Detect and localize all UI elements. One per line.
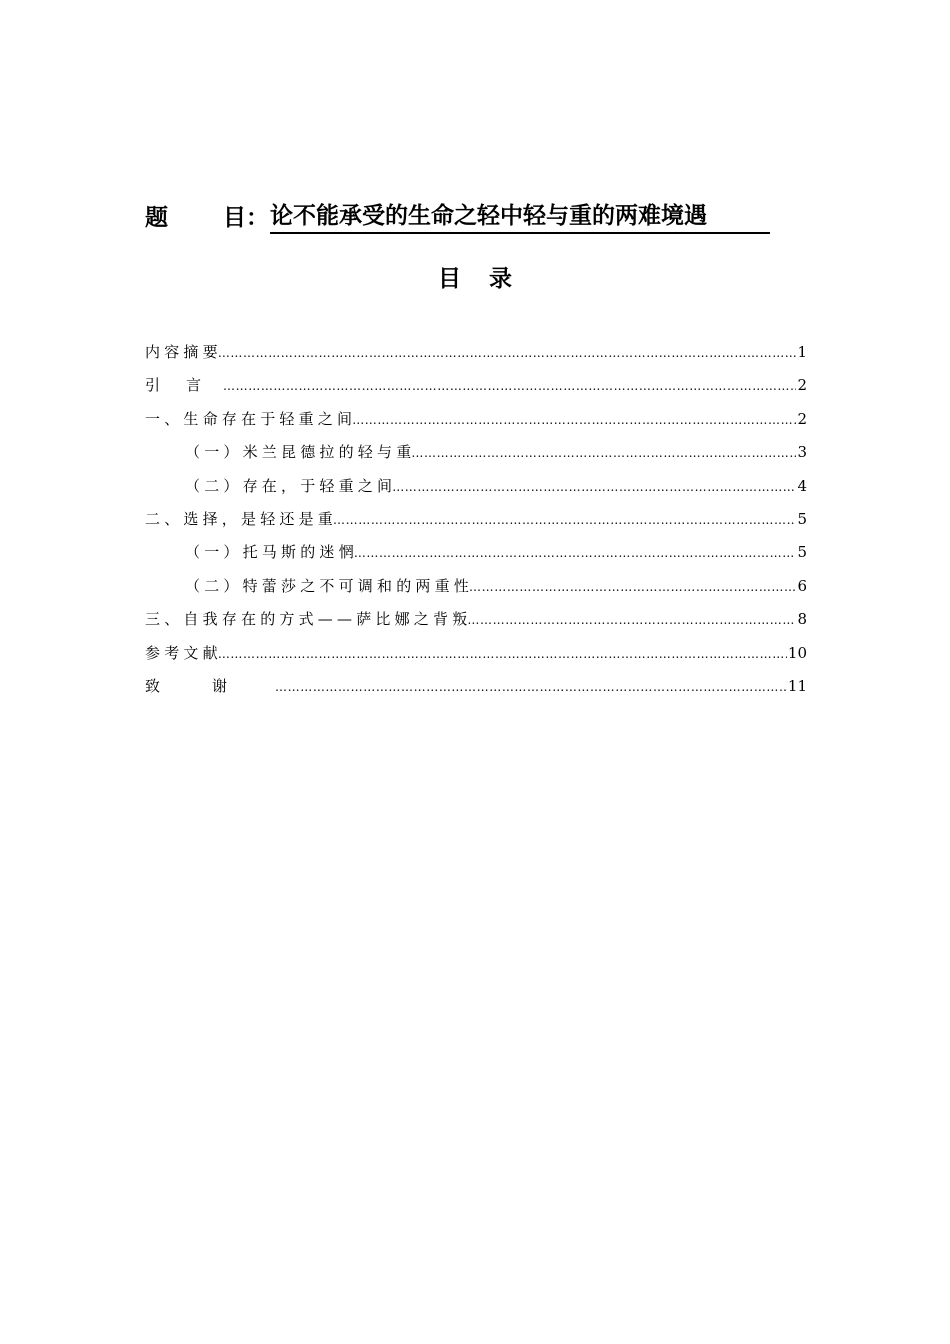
toc-entry-text: （一）米兰昆德拉的轻与重 [185, 443, 416, 462]
toc-entry-text: 三、自我存在的方式——萨比娜之背叛 [145, 610, 472, 629]
title-label-char-2: 目 [223, 205, 246, 231]
dot-leader [469, 571, 796, 603]
dot-leader [352, 404, 796, 436]
dot-leader [354, 537, 797, 569]
table-of-contents [145, 336, 807, 703]
toc-entry-text: 内容摘要 [145, 343, 222, 361]
dot-leader [218, 337, 797, 369]
toc-entry-text: 一、生命存在于轻重之间 [145, 409, 357, 428]
toc-entry-section-2-2[interactable] [145, 570, 807, 603]
toc-page-number: 10 [787, 643, 807, 662]
toc-entry-text: 引言 [145, 376, 228, 395]
dot-leader [218, 638, 787, 670]
toc-entry-text: 致谢 [145, 676, 280, 695]
title-text: 论不能承受的生命之轻中轻与重的两难境遇 [270, 200, 770, 234]
dot-leader [467, 604, 796, 636]
toc-page-number: 5 [797, 543, 807, 562]
toc-page-number: 1 [797, 343, 807, 361]
dot-leader [411, 437, 796, 469]
toc-entry-text: （二）特蕾莎之不可调和的两重性 [185, 576, 474, 595]
toc-entry-section-3[interactable] [145, 603, 807, 636]
toc-entry-introduction[interactable] [145, 369, 807, 402]
toc-page-number: 6 [797, 576, 807, 595]
toc-page-number: 2 [797, 376, 807, 395]
toc-entry-section-2[interactable] [145, 503, 807, 536]
title-label-char-1: 题 [145, 205, 168, 231]
toc-entry-section-1-2[interactable] [145, 470, 807, 503]
toc-entry-section-1[interactable] [145, 403, 807, 436]
toc-entry-section-2-1[interactable] [145, 536, 807, 569]
toc-page-number: 2 [797, 409, 807, 428]
toc-entry-text: （二）存在，于轻重之间 [185, 476, 397, 495]
toc-page-number: 4 [797, 476, 807, 495]
document-title [145, 200, 805, 236]
toc-page-number: 11 [787, 676, 807, 695]
dot-leader [392, 471, 796, 503]
toc-heading: 目录 [438, 266, 540, 292]
dot-leader [275, 671, 787, 703]
dot-leader [223, 370, 796, 402]
toc-entry-text: （一）托马斯的迷惘 [185, 543, 358, 562]
toc-entry-text: 二、选择，是轻还是重 [145, 509, 338, 528]
toc-entry-text: 参考文献 [145, 643, 222, 662]
toc-entry-acknowledgements[interactable] [145, 670, 807, 703]
toc-entry-references[interactable] [145, 637, 807, 670]
dot-leader [333, 504, 796, 536]
toc-entry-abstract[interactable] [145, 336, 807, 369]
toc-page-number: 5 [797, 509, 807, 528]
title-colon: ： [246, 205, 269, 231]
toc-entry-section-1-1[interactable] [145, 436, 807, 469]
toc-page-number: 8 [797, 610, 807, 629]
toc-page-number: 3 [797, 443, 807, 462]
